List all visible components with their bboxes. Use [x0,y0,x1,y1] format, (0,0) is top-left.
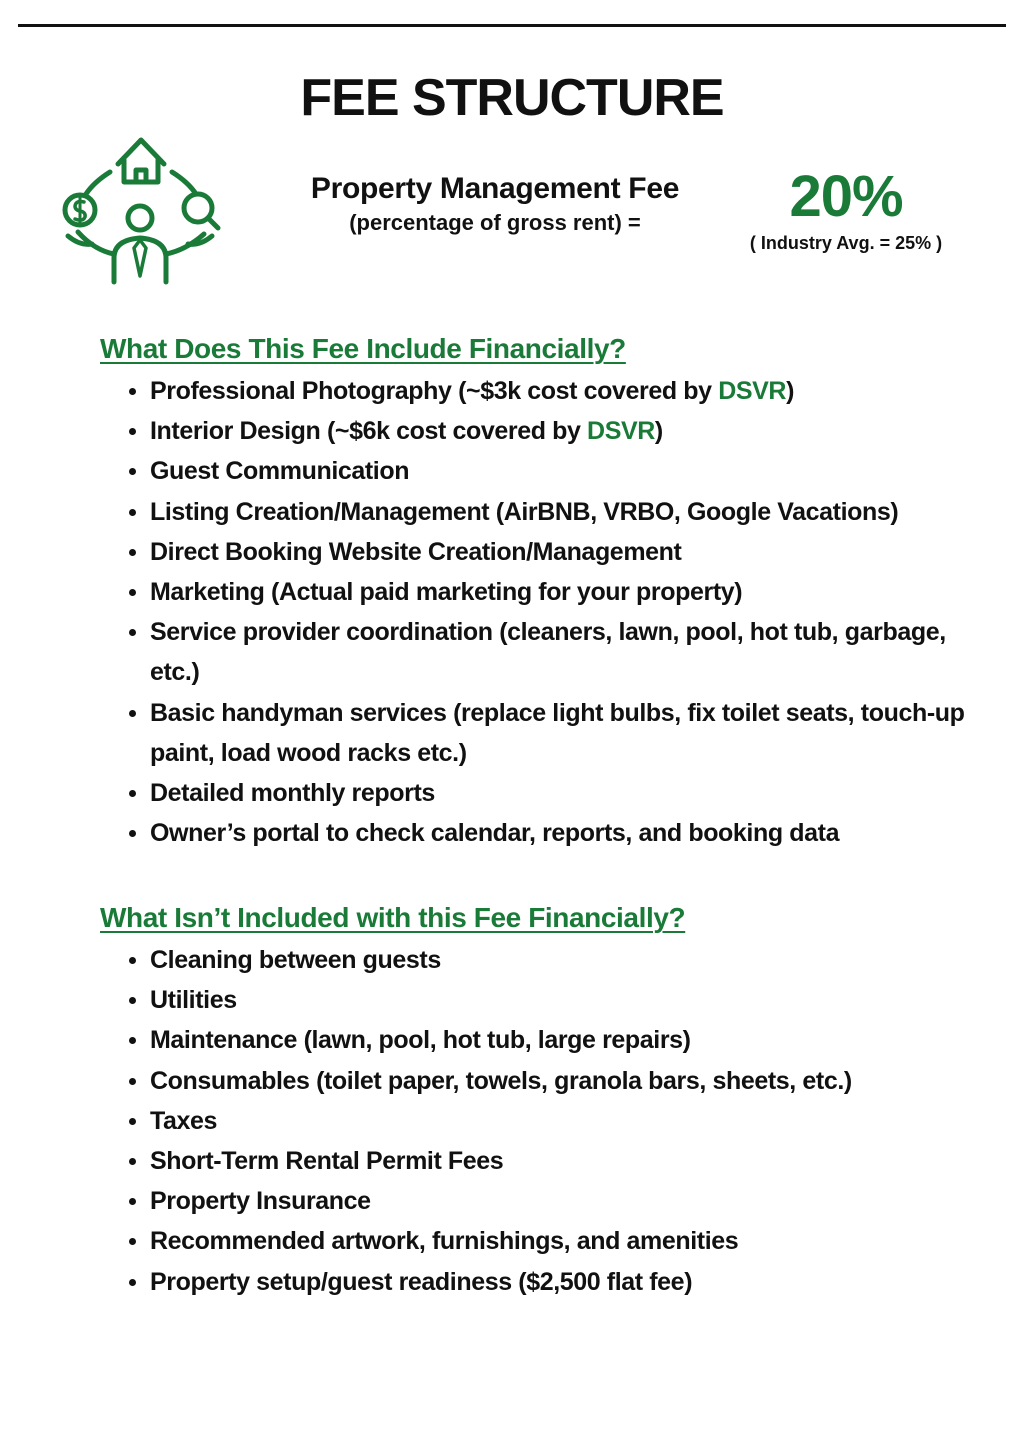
included-item-text: Professional Photography (~$3k cost covered by [150,377,719,405]
property-manager-icon [58,132,224,286]
excluded-item: Utilities [150,980,1000,1020]
fee-percentage: 20% [789,164,903,229]
excluded-item: Recommended artwork, furnishings, and amenities [150,1221,1000,1261]
excluded-item: Short-Term Rental Permit Fees [150,1141,1000,1181]
excluded-item: Consumables (toilet paper, towels, granola bars, sheets, etc.) [150,1061,1000,1101]
included-item [150,693,1000,773]
fee-label [270,170,720,238]
excluded-section [100,900,1000,1302]
excluded-heading: What Isn’t Included with this Fee Financially? [100,902,686,933]
excluded-item: Cleaning between guests [150,940,1000,980]
included-item-text: Listing Creation/Management (AirBNB, VRBO, Google Vacations) [150,497,899,526]
included-item-text: Guest Communication [150,457,410,486]
included-item-text: Basic handyman services (replace light bulbs, fix toilet seats, touch-up paint, load wood racks etc.) [150,698,965,767]
excluded-list [100,940,1000,1302]
page-title: FEE STRUCTURE [300,69,724,127]
included-section [100,331,1000,853]
included-item-text: Detailed monthly reports [150,779,435,808]
fee-basis: (percentage of gross rent) = [349,210,641,235]
excluded-item: Property setup/guest readiness ($2,500 flat fee) [150,1262,1000,1302]
included-item-suffix: ) [654,417,663,446]
industry-average: ( Industry Avg. = 25% ) [749,233,943,253]
included-heading: What Does This Fee Include Financially? [100,333,626,364]
excluded-item: Taxes [150,1101,1000,1141]
included-list [100,371,1000,853]
included-item [150,371,1000,411]
excluded-item: Property Insurance [150,1181,1000,1221]
included-item [150,492,1000,532]
included-item [150,813,1000,853]
included-item [150,411,1000,451]
company-name: DSVR [587,417,655,446]
included-item [150,773,1000,813]
company-name: DSVR [718,377,787,405]
included-item-text: Owner’s portal to check calendar, reports, and booking data [150,819,840,848]
included-item-text: Service provider coordination (cleaners, lawn, pool, hot tub, garbage, etc.) [150,618,946,687]
included-item-text: Interior Design (~$6k cost covered by [150,417,588,446]
included-item-text: Direct Booking Website Creation/Management [150,537,682,566]
included-item-text: Marketing (Actual paid marketing for your property) [150,578,743,607]
fee-value [728,162,964,254]
fee-name: Property Management Fee [310,172,680,205]
included-item-suffix: ) [786,377,794,405]
included-item [150,612,1000,692]
top-divider [18,24,1006,27]
included-item [150,572,1000,612]
included-item [150,532,1000,572]
excluded-item: Maintenance (lawn, pool, hot tub, large repairs) [150,1020,1000,1060]
included-item [150,451,1000,491]
